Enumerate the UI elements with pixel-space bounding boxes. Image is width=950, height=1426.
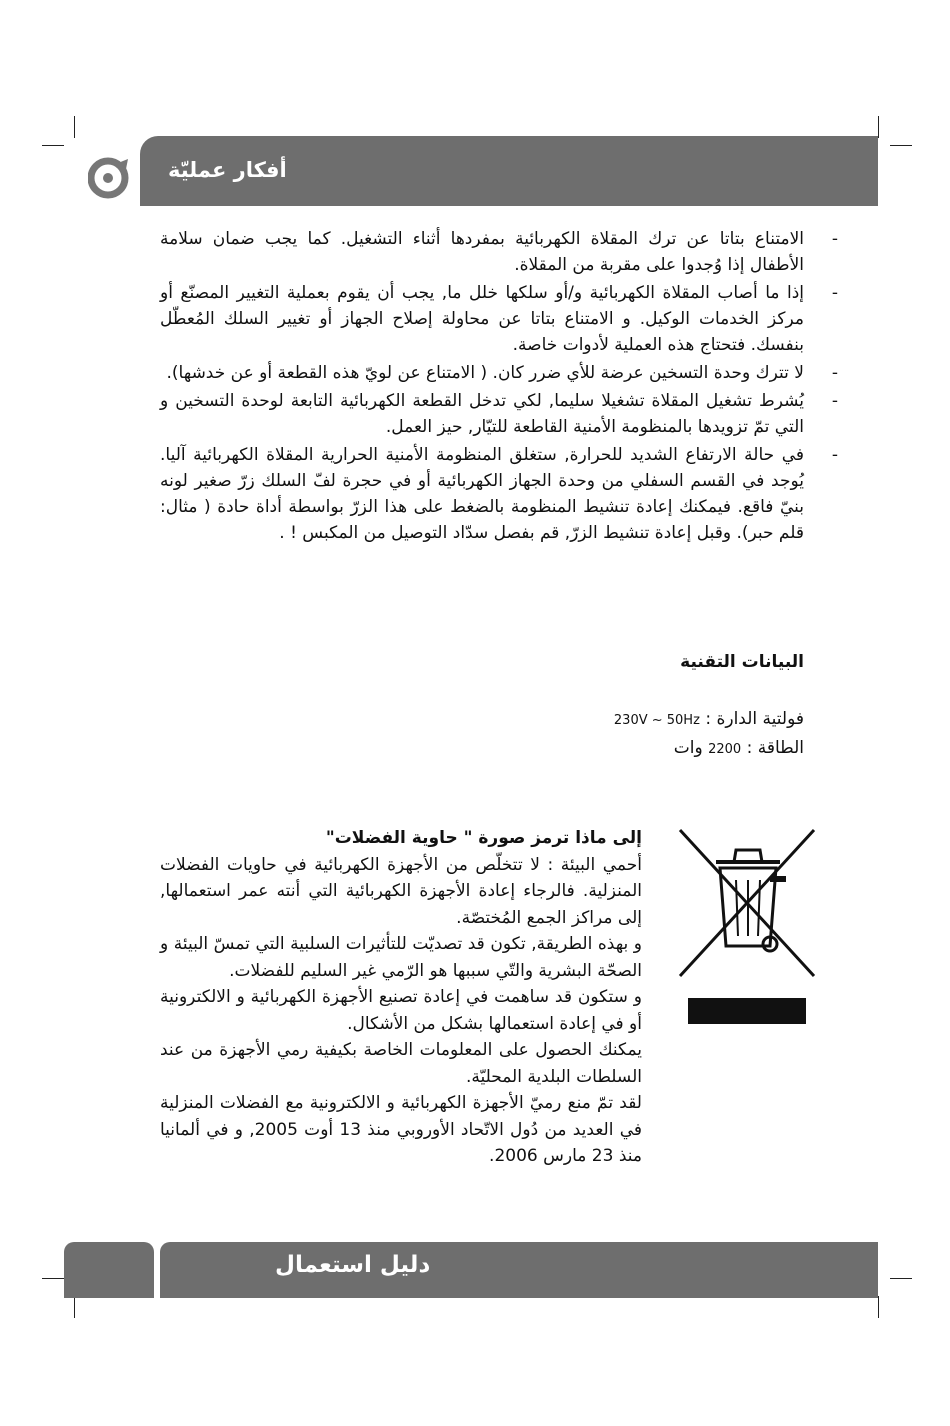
list-item xyxy=(160,442,838,546)
crop-mark xyxy=(890,1278,912,1279)
tech-data-title: البيانات التقنية xyxy=(680,652,804,672)
crop-mark xyxy=(74,116,75,138)
bullet-dash: - xyxy=(831,363,838,383)
bullet-text: الامتناع بتاتا عن ترك المقلاة الكهربائية بمفردها أثناء التشغيل. كما يجب ضمان سلامة الأطفال إذا وُجدوا على مقربة من المقلاة. xyxy=(160,229,804,275)
footer-band xyxy=(160,1242,878,1298)
bullet-dash: - xyxy=(831,283,838,303)
list-item xyxy=(160,280,838,358)
voltage-label: فولتية الدارة : xyxy=(705,709,804,729)
list-item xyxy=(160,388,838,440)
voltage-spec xyxy=(614,709,804,729)
power-unit: وات xyxy=(673,738,703,758)
crop-mark xyxy=(74,1296,75,1318)
list-item xyxy=(160,360,838,386)
power-value: 2200 xyxy=(708,742,742,757)
power-spec xyxy=(674,738,804,758)
bullet-text: في حالة الارتفاع الشديد للحرارة, ستغلق المنظومة الأمنية الحرارية المقلاة الكهربائية آليا. يُوجد في القسم السفلي من وحدة الجهاز الكهربائية أو في حجرة لفّ السلك زرّ صغير لونه بنيّ فاقع. فيمكنك إعادة تنشيط المنظومة بالضغط على هذا الزرّ بواسطة أداة حادة ( مثال: قلم حبر). وقبل إعادة تنشيط الزرّ, قم بفصل سدّاد التوصيل من المكبس ! . xyxy=(160,445,804,543)
bullet-dash: - xyxy=(831,229,838,249)
recycling-paragraph: و بهذه الطريقة, تكون قد تصديّت للتأثيرات السلبية التي تمسّ البيئة و الصحّة البشرية والتّي سببها هو الرّمي غير السليم للفضلات. xyxy=(160,934,642,981)
power-label: الطاقة : xyxy=(746,738,804,758)
recycling-paragraph: يمكنك الحصول على المعلومات الخاصة بكيفية رمي الأجهزة من عند السلطات البلدية المحليّة. xyxy=(160,1040,642,1087)
bullet-text: إذا ما أصاب المقلاة الكهربائية و/أو سلكها خلل ما, يجب أن يقوم بعملية التغيير المصنّع أو مركز الخدمات الوكيل. و الامتناع بتاتا عن محاولة إصلاح الجهاز أو تغيير السلك المُعطّل بنفسك. فتحتاج هذه العملية لأدوات خاصة. xyxy=(160,283,804,355)
recycling-paragraph: و ستكون قد ساهمت في إعادة تصنيع الأجهزة الكهربائية و الالكترونية أو في إعادة استعمالها بشكل من الأشكال. xyxy=(160,987,642,1034)
bullet-text: يُشرط تشغيل المقلاة تشغيلا سليما, لكي تدخل القطعة الكهربائية التابعة لوحدة التسخين و التي تمّ تزويدها بالمنظومة الأمنية القاطعة للتيّار, حيز العمل. xyxy=(160,391,804,437)
crop-mark xyxy=(42,145,64,146)
crop-mark xyxy=(878,1296,879,1318)
list-item xyxy=(160,226,838,278)
bullet-text: لا تترك وحدة التسخين عرضة للأي ضرر كان. ( الامتناع عن لويّ هذه القطعة أو عن خدشها). xyxy=(166,363,804,383)
crop-mark xyxy=(878,116,879,138)
crop-mark xyxy=(42,1278,64,1279)
safety-bullets xyxy=(160,226,838,548)
crop-mark xyxy=(890,145,912,146)
recycling-paragraph: أحمي البيئة : لا تتخلّص من الأجهزة الكهربائية في حاويات الفضلات المنزلية. فالرجاء إعادة الأجهزة الكهربائية التي أنته عمر استعمالها, إلى مراكز الجمع المُختصّة. xyxy=(160,854,642,928)
footer-title: دليل استعمال xyxy=(275,1252,431,1278)
voltage-value: 230V ~ 50Hz xyxy=(613,713,700,728)
bullet-dash: - xyxy=(831,391,838,411)
brand-logo-icon xyxy=(88,157,130,199)
crossed-out-wheelie-bin-icon xyxy=(678,828,818,1028)
bullet-dash: - xyxy=(831,445,838,465)
recycling-section xyxy=(160,825,642,1170)
recycling-title: إلى ماذا ترمز صورة " حاوية الفضلات" xyxy=(325,828,642,848)
page-title: أفكار عمليّة xyxy=(168,158,287,182)
recycling-paragraph: لقد تمّ منع رميّ الأجهزة الكهربائية و الالكترونية مع الفضلات المنزلية في العديد من دُول الاتّحاد الأوروبي منذ 13 أوت 2005, و في ألمانيا منذ 23 مارس 2006. xyxy=(160,1093,643,1166)
footer-tab xyxy=(64,1242,154,1298)
